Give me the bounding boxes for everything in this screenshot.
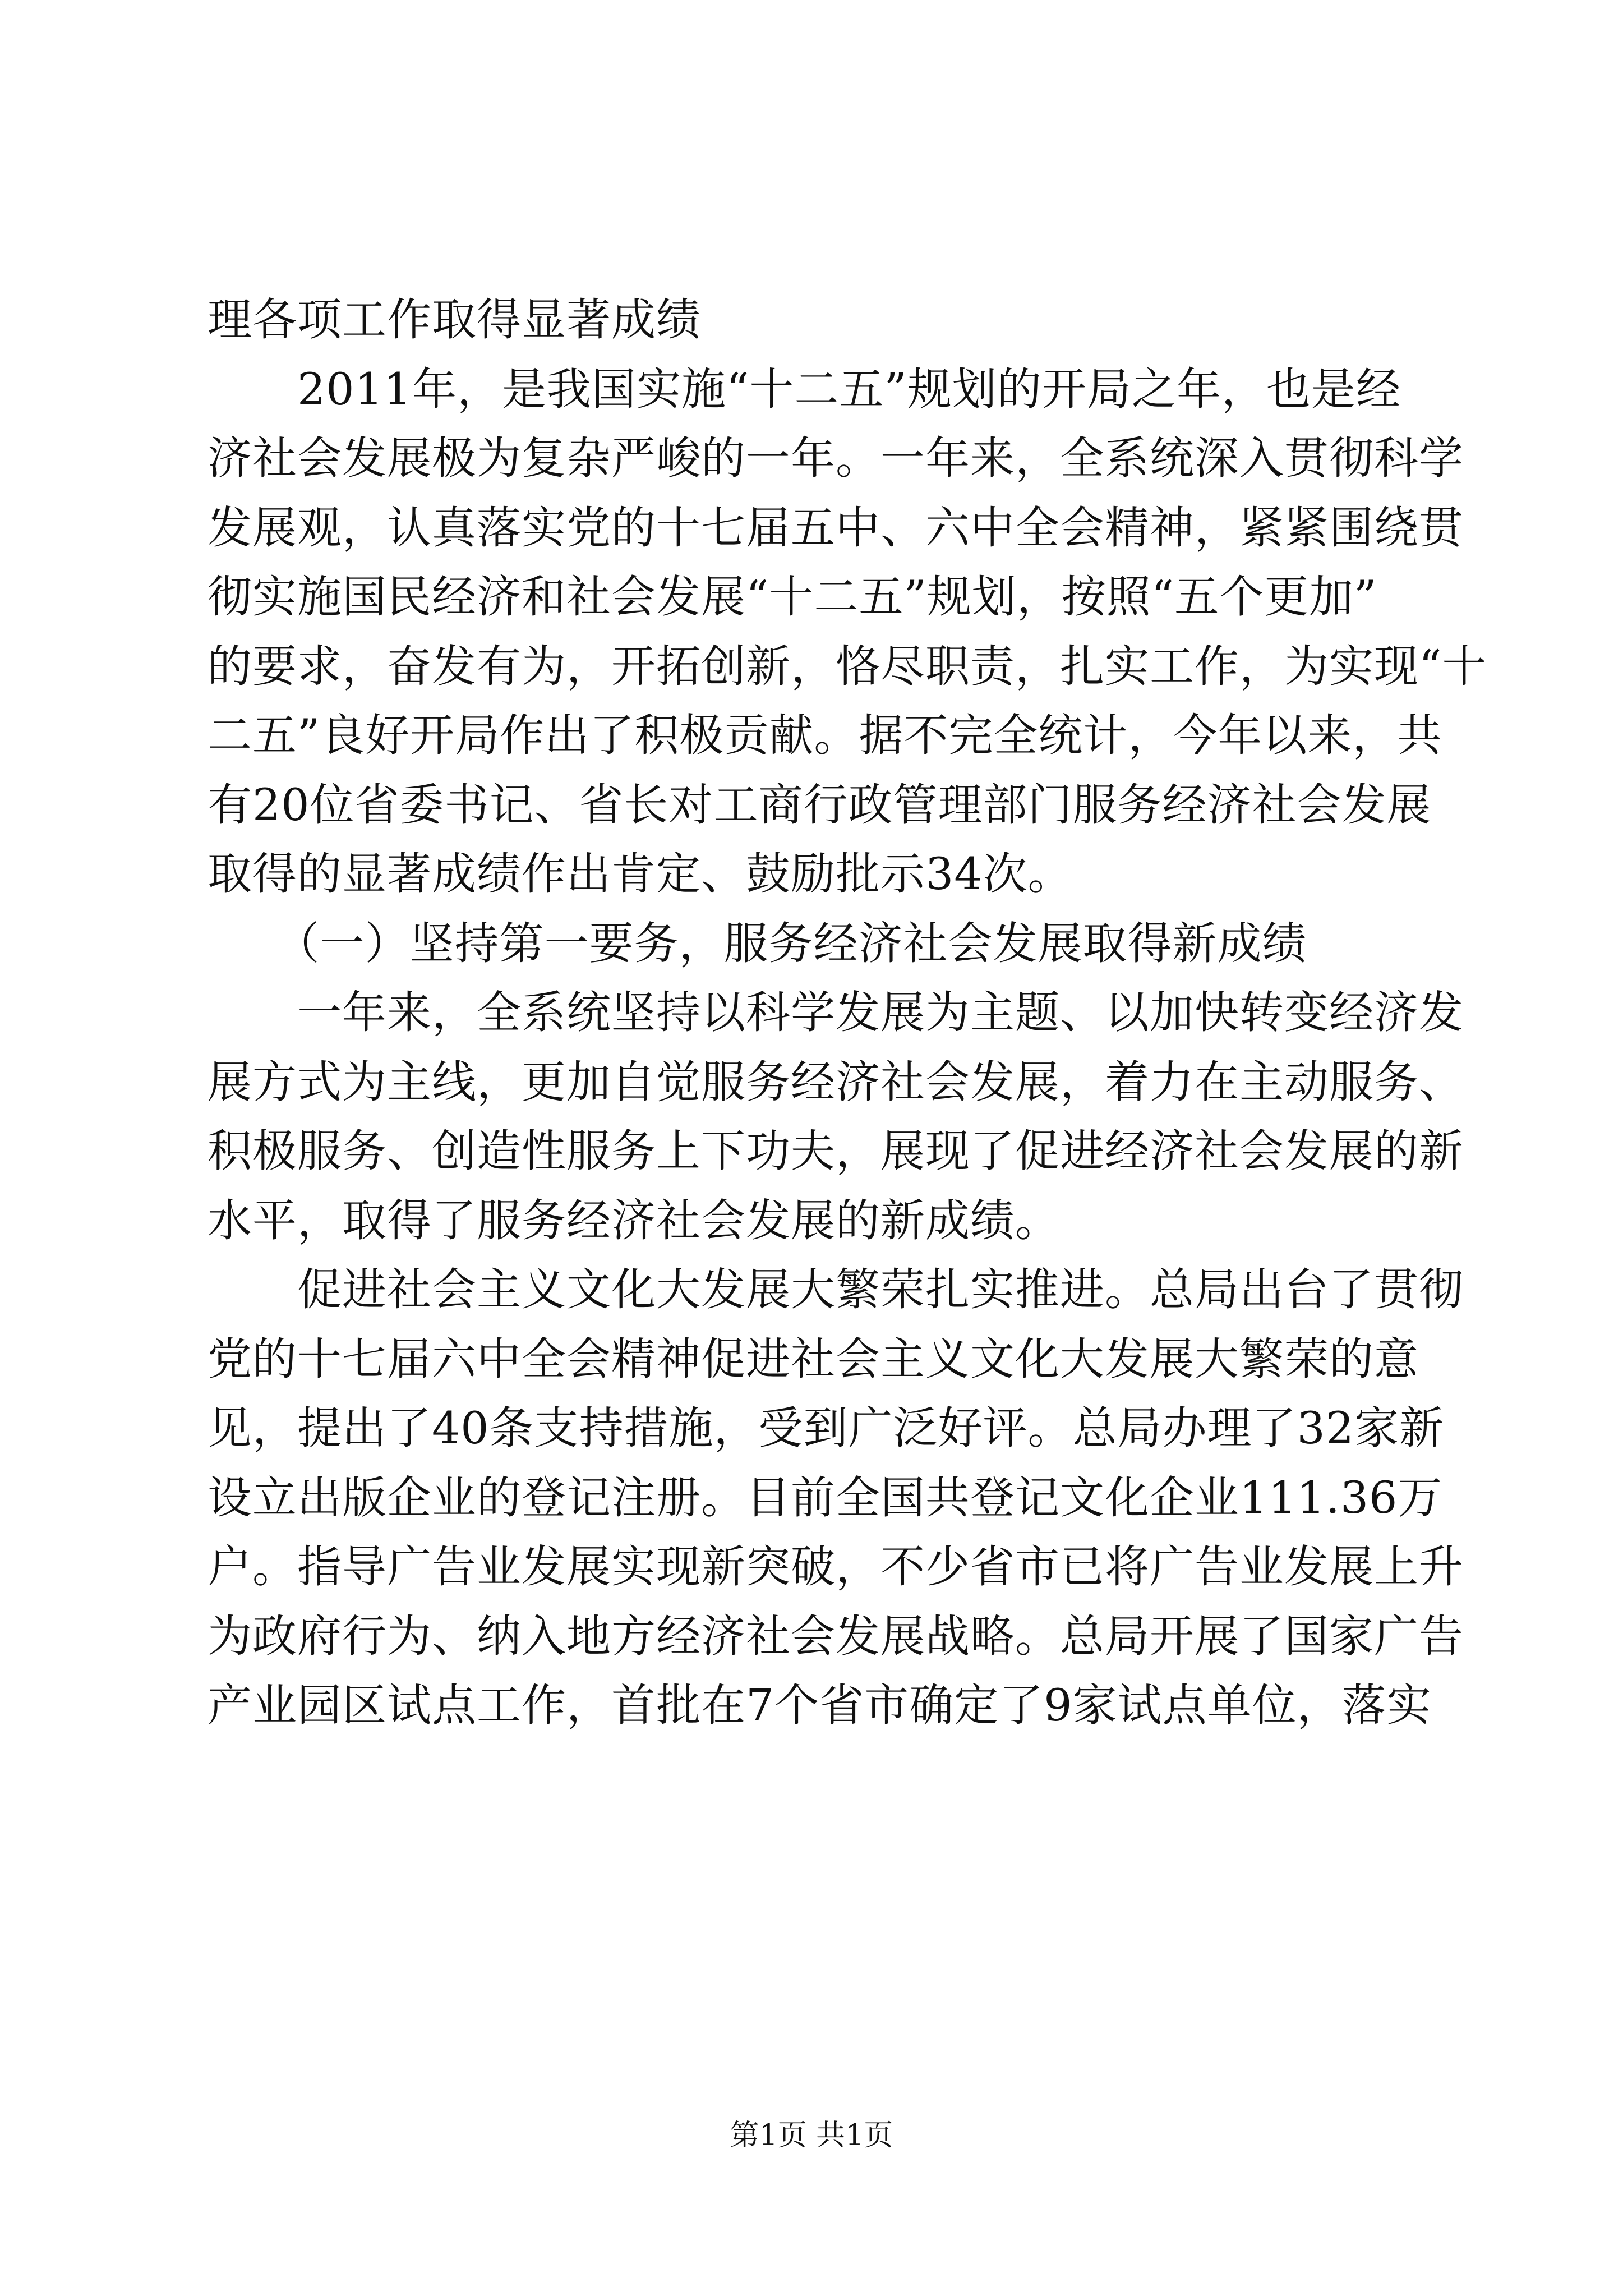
text-line: 理各项工作取得显著成绩 bbox=[208, 294, 701, 346]
text-line: 促进社会主义文化大发展大繁荣扎实推进。总局出台了贯彻 bbox=[208, 1264, 1464, 1315]
text-line: 水平，取得了服务经济社会发展的新成绩。 bbox=[208, 1195, 1060, 1246]
text-line: 产业园区试点工作，首批在7个省市确定了9家试点单位，落实 bbox=[208, 1680, 1432, 1731]
text-line: 展方式为主线，更加自觉服务经济社会发展，着力在主动服务、 bbox=[208, 1056, 1464, 1108]
text-line: 积极服务、创造性服务上下功夫，展现了促进经济社会发展的新 bbox=[208, 1125, 1464, 1177]
text-line: 的要求，奋发有为，开拓创新，恪尽职责，扎实工作，为实现“十 bbox=[208, 641, 1487, 692]
text-line: 2011年，是我国实施“十二五”规划的开局之年，也是经 bbox=[208, 364, 1401, 415]
text-line: 设立出版企业的登记注册。目前全国共登记文化企业111.36万 bbox=[208, 1472, 1443, 1524]
text-line: 有20位省委书记、省长对工商行政管理部门服务经济社会发展 bbox=[208, 779, 1432, 831]
text-line: 户。指导广告业发展实现新突破，不少省市已将广告业发展上升 bbox=[208, 1541, 1464, 1593]
text-line: 党的十七届六中全会精神促进社会主义文化大发展大繁荣的意 bbox=[208, 1333, 1419, 1385]
text-line: 见，提出了40条支持措施，受到广泛好评。总局办理了32家新 bbox=[208, 1402, 1445, 1454]
text-line: 发展观，认真落实党的十七届五中、六中全会精神，紧紧围绕贯 bbox=[208, 502, 1464, 554]
text-line: 彻实施国民经济和社会发展“十二五”规划，按照“五个更加” bbox=[208, 571, 1377, 623]
text-line: 一年来，全系统坚持以科学发展为主题、以加快转变经济发 bbox=[208, 987, 1464, 1038]
text-line: 取得的显著成绩作出肯定、鼓励批示34次。 bbox=[208, 848, 1073, 900]
page-number-footer: 第1页 共1页 bbox=[730, 2119, 893, 2152]
text-line: 二五”良好开局作出了积极贡献。据不完全统计，今年以来，共 bbox=[208, 710, 1442, 761]
text-line: 济社会发展极为复杂严峻的一年。一年来，全系统深入贯彻科学 bbox=[208, 432, 1464, 484]
text-line: 为政府行为、纳入地方经济社会发展战略。总局开展了国家广告 bbox=[208, 1611, 1464, 1662]
section-heading: （一）坚持第一要务，服务经济社会发展取得新成绩 bbox=[208, 918, 1307, 969]
